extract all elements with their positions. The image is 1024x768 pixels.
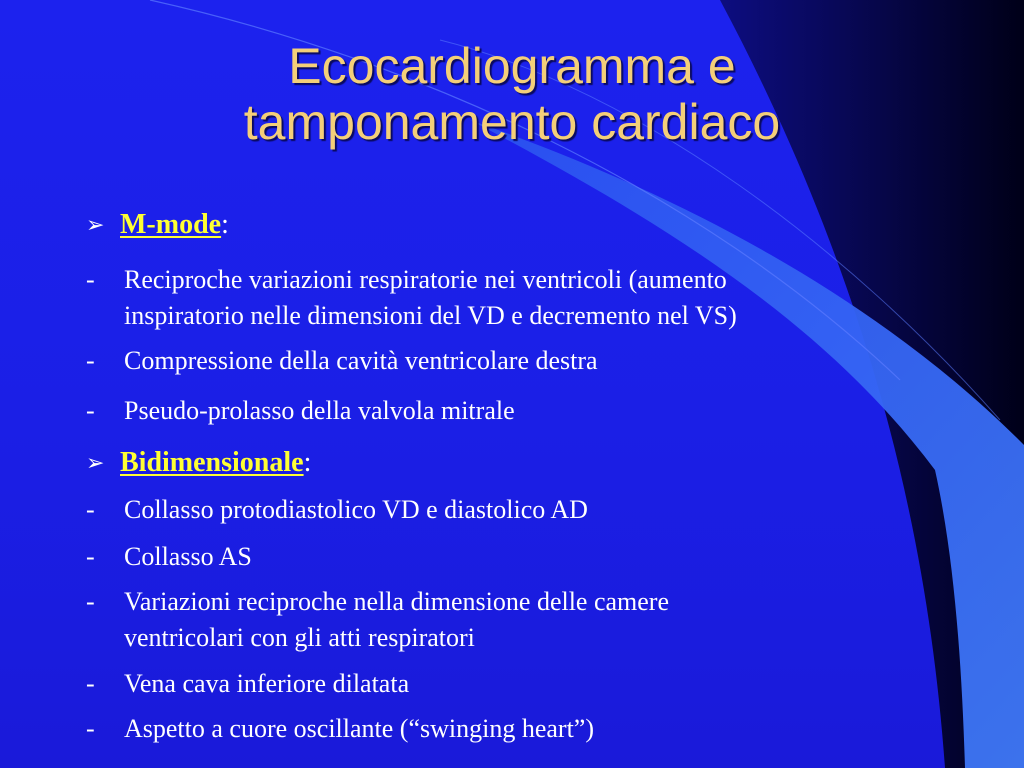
- list-item: [86, 666, 409, 702]
- item-text: Compressione della cavità ventricolare destra: [124, 346, 598, 375]
- list-item: [86, 343, 598, 379]
- title-line-2: tamponamento cardiaco: [243, 94, 781, 150]
- heading-colon: :: [221, 209, 229, 240]
- item-text-continued: ventricolari con gli atti respiratori: [124, 623, 475, 652]
- item-text: Pseudo-prolasso della valvola mitrale: [124, 396, 515, 425]
- item-text-continued: inspiratorio nelle dimensioni del VD e decremento nel VS): [124, 301, 737, 330]
- list-item: [86, 711, 594, 747]
- title-line-1: Ecocardiogramma e: [288, 38, 736, 94]
- dash-bullet: -: [86, 714, 95, 743]
- section-heading-mmode: [86, 205, 229, 245]
- heading-colon: :: [303, 447, 312, 478]
- heading-label: M-mode: [120, 209, 222, 240]
- item-text: Aspetto a cuore oscillante (“swinging heart”): [124, 714, 594, 743]
- dash-bullet: -: [86, 669, 95, 698]
- dash-bullet: -: [86, 396, 95, 425]
- dash-bullet: -: [86, 587, 95, 616]
- item-text: Variazioni reciproche nella dimensione delle camere: [124, 587, 670, 616]
- item-text: Collasso AS: [124, 542, 252, 571]
- slide-title: [0, 38, 1024, 150]
- item-text: Collasso protodiastolico VD e diastolico AD: [124, 495, 588, 524]
- dash-bullet: -: [86, 542, 95, 571]
- list-item: [86, 262, 737, 334]
- dash-bullet: -: [86, 495, 95, 524]
- arrow-bullet-icon: ➢: [86, 212, 105, 237]
- dash-bullet: -: [86, 265, 95, 294]
- list-item: [86, 539, 252, 575]
- section-heading-bidimensionale: [86, 443, 311, 483]
- item-text: Reciproche variazioni respiratorie nei ventricoli (aumento: [124, 265, 727, 294]
- item-text: Vena cava inferiore dilatata: [124, 669, 410, 698]
- list-item: [86, 492, 588, 528]
- dash-bullet: -: [86, 346, 95, 375]
- arrow-bullet-icon: ➢: [86, 450, 105, 475]
- heading-label: Bidimensionale: [120, 447, 304, 478]
- list-item: [86, 393, 515, 429]
- list-item: [86, 584, 669, 656]
